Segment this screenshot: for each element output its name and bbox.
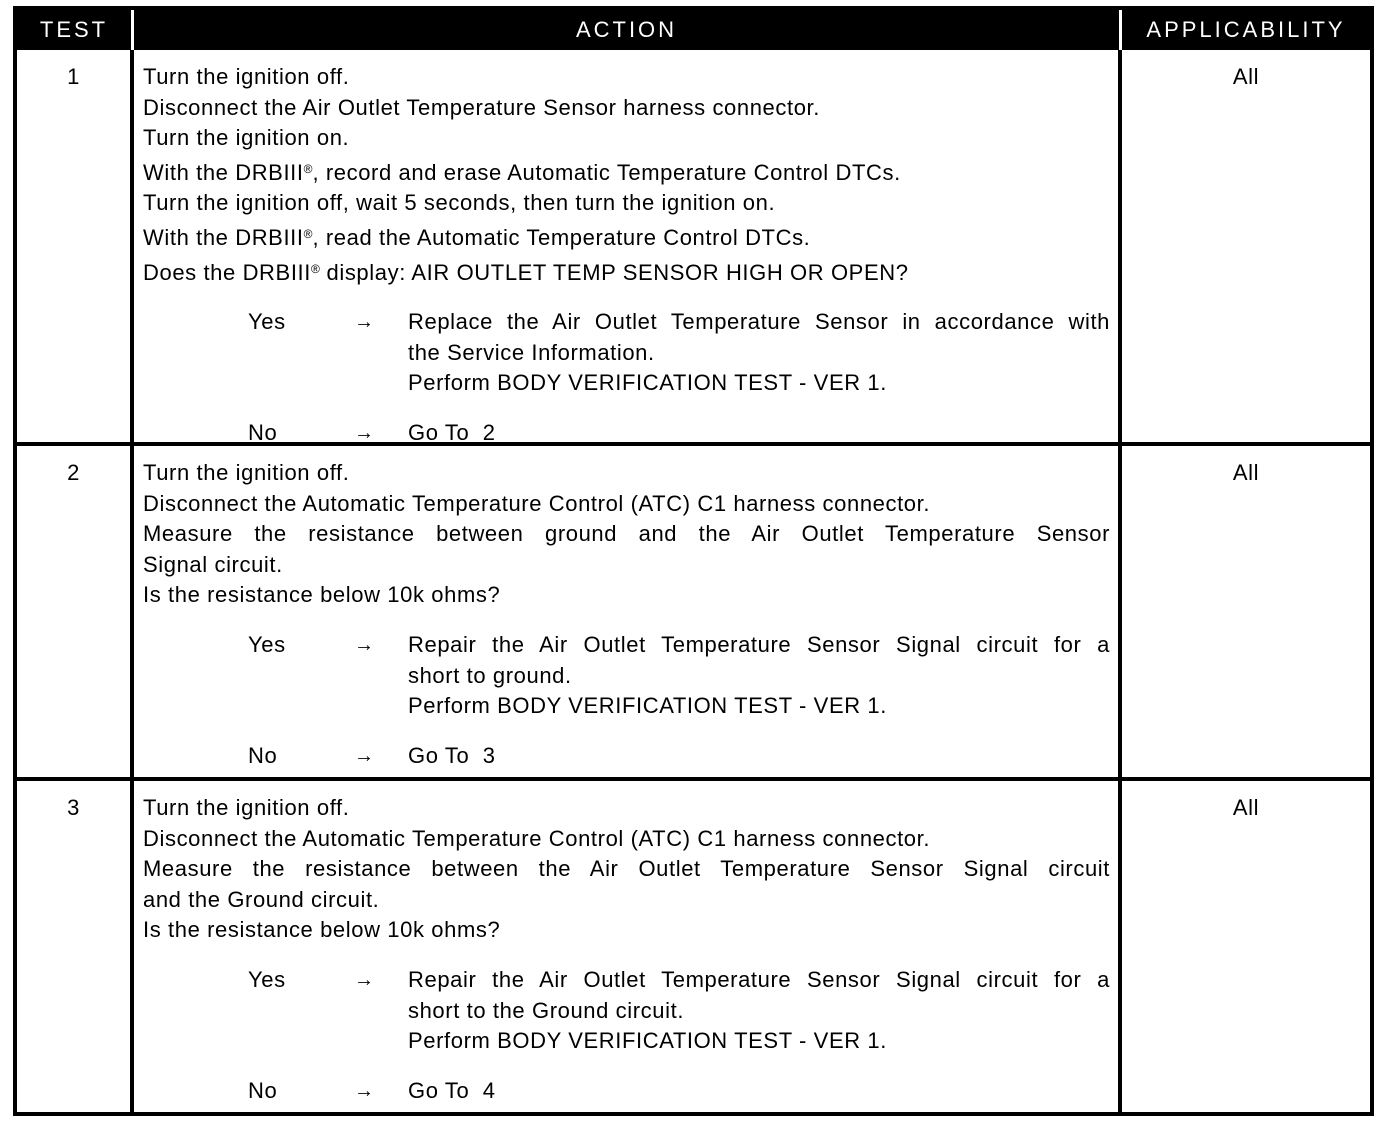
no-label: No [248,419,278,445]
step: Turn the ignition on. [143,125,350,151]
no-goto: Go To 2 [408,419,496,445]
registered-mark: ® [310,261,320,276]
arrow-icon: → [354,744,375,767]
step: Measure the resistance between ground and the Air Outlet Temperature Sensor [143,521,1110,547]
step: Signal circuit. [143,551,283,577]
yes-line: short to the Ground circuit. [408,997,685,1023]
step: Does the DRBIII® display: AIR OUTLET TEMP SENSOR HIGH OR OPEN? [143,259,909,285]
yes-outcome [248,965,1110,1057]
yes-line: the Service Information. [408,339,655,365]
yes-label: Yes [248,631,286,657]
arrow-icon: → [354,633,375,656]
arrow-icon: → [354,421,375,444]
yes-outcome [248,630,1110,722]
test-number-1: 1 [17,50,134,446]
yes-label: Yes [248,966,286,992]
test-applicability-1: All [1122,50,1370,446]
yes-line: short to ground. [408,662,572,688]
arrow-icon: → [354,311,375,334]
step: Turn the ignition off. [143,795,350,820]
test-applicability-3: All [1232,795,1260,820]
test-number-2: 2 [17,446,134,781]
step: Is the resistance below 10k ohms? [143,917,501,943]
step: With the DRBIII®, read the Automatic Temperature Control DTCs. [143,224,811,250]
no-goto: Go To 4 [408,1077,496,1103]
no-label: No [248,742,278,768]
no-outcome [248,741,1110,772]
no-outcome [248,1076,1110,1107]
test-applicability-2: All [1122,446,1370,781]
step: Turn the ignition off. [143,460,350,485]
yes-outcome [248,307,1110,399]
diagnostic-test-table [13,6,1374,1116]
header-applicability: APPLICABILITY [1122,10,1370,50]
step: Disconnect the Automatic Temperature Control (ATC) C1 harness connector. [143,825,931,851]
yes-instructions [408,307,1110,399]
step: Is the resistance below 10k ohms? [143,582,501,608]
registered-mark: ® [303,226,313,241]
step: Turn the ignition off. [143,64,350,89]
arrow-icon: → [354,1079,375,1102]
no-label: No [248,1077,278,1103]
registered-mark: ® [303,161,313,176]
step: and the Ground circuit. [143,886,380,912]
step: Disconnect the Automatic Temperature Control (ATC) C1 harness connector. [143,490,931,516]
yes-line: Repair the Air Outlet Temperature Sensor Signal circuit for a [408,966,1110,992]
step: With the DRBIII®, record and erase Automatic Temperature Control DTCs. [143,159,901,185]
step: Turn the ignition off, wait 5 seconds, then turn the ignition on. [143,190,776,216]
yes-line: Perform BODY VERIFICATION TEST - VER 1. [408,693,887,719]
no-goto: Go To 3 [408,742,496,768]
yes-instructions [408,630,1110,722]
yes-line: Repair the Air Outlet Temperature Sensor Signal circuit for a [408,631,1110,657]
test-number-3: 3 [17,781,134,1112]
yes-line: Perform BODY VERIFICATION TEST - VER 1. [408,1028,887,1054]
yes-label: Yes [248,309,286,335]
yes-line: Perform BODY VERIFICATION TEST - VER 1. [408,370,887,396]
no-outcome [248,418,1110,449]
arrow-icon: → [354,968,375,991]
step: Measure the resistance between the Air Outlet Temperature Sensor Signal circuit [143,856,1110,882]
header-action: ACTION [134,10,1122,50]
test-action-3 [134,781,1122,1112]
test-action-2 [134,446,1122,781]
yes-line: Replace the Air Outlet Temperature Sensor in accordance with [408,309,1110,335]
test-action-1 [134,50,1122,446]
header-test: TEST [17,10,134,50]
step: Disconnect the Air Outlet Temperature Sensor harness connector. [143,94,820,120]
yes-instructions [408,965,1110,1057]
